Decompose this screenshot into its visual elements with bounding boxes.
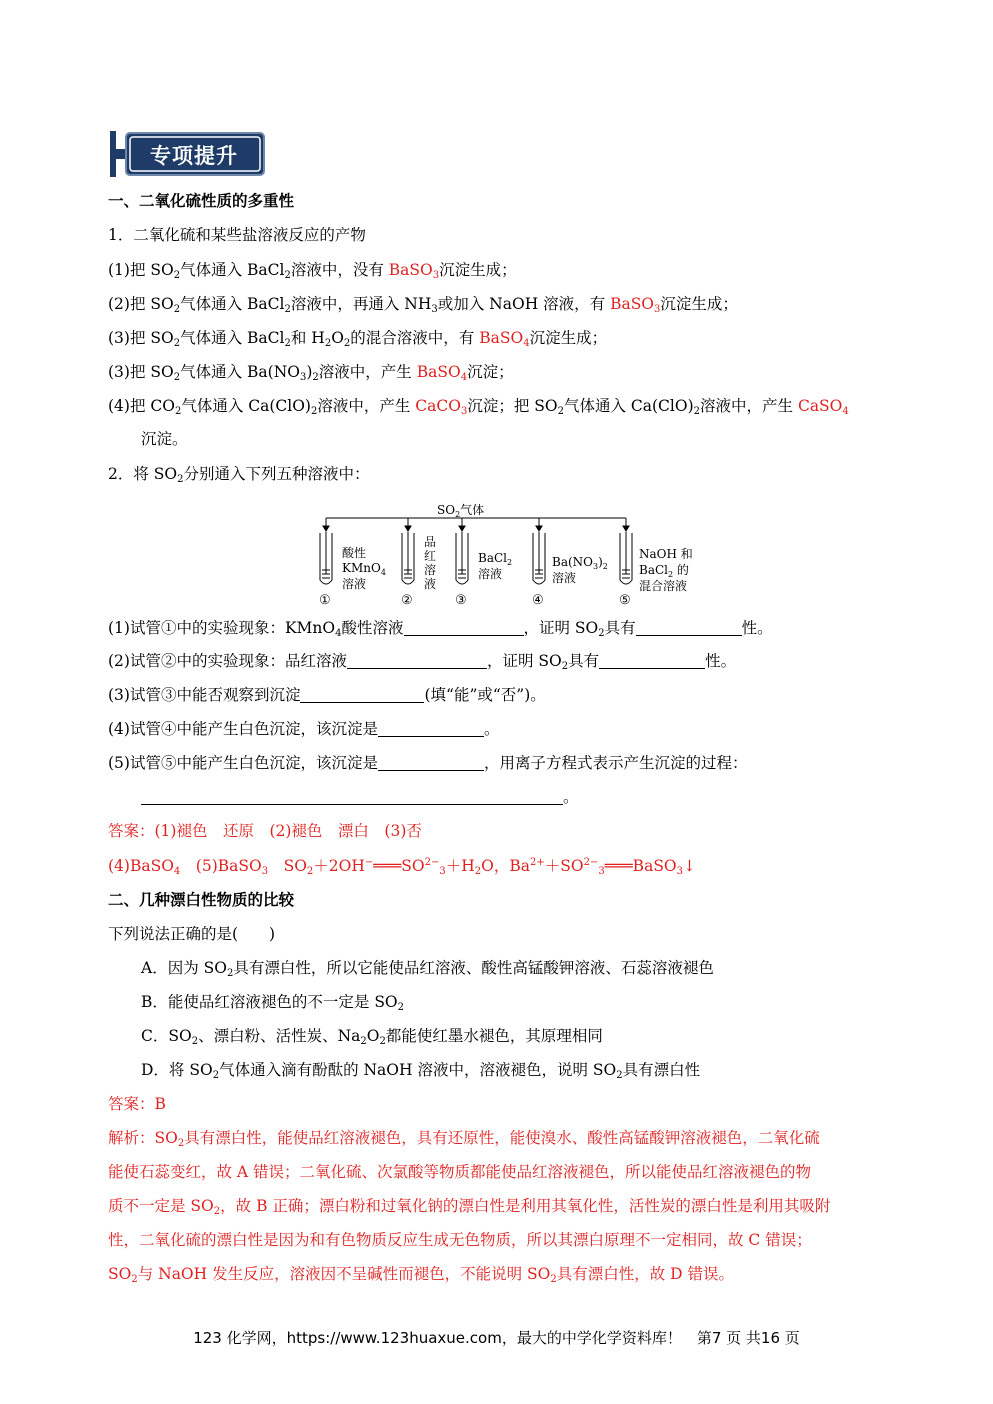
badge-title: 专项提升 (150, 144, 238, 168)
test-tube-2 (402, 532, 414, 584)
tube2-label-1: 品 (424, 535, 437, 549)
explanation-line-5: $SO_2$与 NaOH 发生反应，溶液因不呈碱性而褪色，不能说明 $SO_2$具有漂白性，故 D 错误。 (108, 1265, 735, 1285)
explanation-line-1: 解析：$SO_2$具有漂白性，能使品红溶液褪色，具有还原性，能使溴水、酸性高锰酸钾溶液褪色，二氧化硫 (108, 1129, 820, 1149)
fact-line-3: (3)把 $SO_2$气体通入 BaCl$_2$和 $H_2O_2$的混合溶液中，有 BaSO$_4$沉淀生成； (108, 329, 608, 349)
blank-5a[interactable] (378, 754, 484, 771)
tube2-label-3: 溶 (424, 563, 437, 577)
option-c[interactable]: C．$SO_2$、漂白粉、活性炭、$Na_2O_2$都能使红墨水褪色，其原理相同 (141, 1027, 603, 1047)
page-footer: 123 化学网，https://www.123huaxue.com，最大的中学化学资料库！ 第7 页 共16 页 (193, 1329, 800, 1347)
tube2-label-4: 液 (424, 577, 437, 591)
section1-heading: 一、二氧化硫性质的多重性 (108, 191, 295, 210)
fact-line-2: (2)把 $SO_2$气体通入 BaCl$_2$溶液中，再通入 $NH_3$或加入 NaOH 溶液，有 BaSO$_3$沉淀生成； (108, 295, 738, 315)
gas-manifold (323, 518, 629, 531)
fact-line-5-cont: 沉淀。 (141, 430, 188, 448)
tube3-label-solution: 溶液 (478, 567, 503, 581)
tube2-label-2: 红 (424, 549, 437, 563)
section2-heading: 二、几种漂白性物质的比较 (108, 890, 295, 909)
blank-1b[interactable] (636, 619, 742, 636)
test-tube-1 (320, 532, 332, 584)
fill-question-5: (5)试管⑤中能产生白色沉淀，该沉淀是 ，用离子方程式表示产生沉淀的过程： (108, 754, 748, 772)
tube5-label-2: BaCl$_2$ 的 (639, 563, 689, 579)
tube2-number: ② (401, 593, 413, 608)
tube1-label-solution: 溶液 (342, 577, 367, 591)
answer-2: 答案：B (108, 1095, 166, 1113)
question2-title: 2．将 $SO_2$分别通入下列五种溶液中： (108, 465, 370, 485)
test-tube-3 (456, 532, 468, 584)
fact-line-5: (4)把 $CO_2$气体通入 $Ca(ClO)_2$溶液中，产生 CaCO$_3$沉淀；把 $SO_2$气体通入 $Ca(ClO)_2$溶液中，产生 CaSO$_4$ (108, 397, 849, 417)
fill-question-1: (1)试管①中的实验现象：KMnO$_4$酸性溶液 ，证明 $SO_2$具有 性。 (108, 619, 773, 639)
fact-line-1: (1)把 $SO_2$气体通入 BaCl$_2$溶液中，没有 BaSO$_3$沉淀生成； (108, 261, 517, 281)
test-tube-5 (620, 532, 632, 584)
tube1-number: ① (319, 593, 331, 608)
tube1-label: 酸性 (342, 546, 367, 560)
blank-2b[interactable] (599, 652, 705, 669)
option-b[interactable]: B．能使品红溶液褪色的不一定是 $SO_2$ (141, 993, 405, 1013)
tube1-label-formula: KMnO$_4$ (342, 561, 386, 577)
fill-question-4: (4)试管④中能产生白色沉淀，该沉淀是 。 (108, 720, 500, 738)
blank-4[interactable] (378, 720, 484, 737)
question-stem: 下列说法正确的是( ) (108, 925, 276, 943)
answer-1-equation: (4)BaSO$_4$ (5)BaSO$_3$ $SO_2+2OH^-═══SO^{2-}_3+H_2O$，$Ba^{2+}+SO^{2-}_3═══BaSO_3↓$ (108, 857, 697, 877)
blank-5b[interactable] (141, 788, 563, 805)
tube5-label-3: 混合溶液 (639, 579, 688, 593)
tube5-label-1: NaOH 和 (639, 547, 693, 561)
tube4-label-solution: 溶液 (552, 571, 577, 585)
explanation-line-4: 性，二氧化硫的漂白性是因为和有色物质反应生成无色物质，所以其漂白原理不一定相同，故 C 错误； (108, 1231, 812, 1249)
question1-title: 1．二氧化硫和某些盐溶液反应的产物 (108, 226, 366, 244)
test-tube-diagram (314, 500, 694, 610)
tube3-number: ③ (455, 593, 467, 608)
section-badge (108, 131, 266, 177)
fill-question-2: (2)试管②中的实验现象：品红溶液 ，证明 $SO_2$具有 性。 (108, 652, 737, 672)
fact-line-4: (3)把 $SO_2$气体通入 $Ba(NO_3)_2$溶液中，产生 BaSO$_4$沉淀； (108, 363, 514, 383)
blank-2a[interactable] (347, 652, 487, 669)
tube3-label: BaCl$_2$ (478, 551, 513, 567)
option-d[interactable]: D．将 $SO_2$气体通入滴有酚酞的 NaOH 溶液中，溶液褪色，说明 $SO_2$具有漂白性 (141, 1061, 701, 1081)
option-a[interactable]: A．因为 $SO_2$具有漂白性，所以它能使品红溶液、酸性高锰酸钾溶液、石蕊溶液褪色 (141, 959, 714, 979)
explanation-line-2: 能使石蕊变红，故 A 错误；二氧化硫、次氯酸等物质都能使品红溶液褪色，所以能使品红溶液褪色的物 (108, 1163, 812, 1181)
tube4-label: $Ba(NO_3)_2$ (552, 555, 608, 571)
blank-1a[interactable] (404, 619, 524, 636)
tube4-number: ④ (532, 593, 544, 608)
test-tube-4 (533, 532, 545, 584)
blank-3[interactable] (300, 686, 424, 703)
fill-question-5-cont: 。 (141, 787, 993, 807)
answer-1: 答案：(1)褪色 还原 (2)褪色 漂白 (3)否 (108, 822, 422, 840)
tube5-number: ⑤ (619, 593, 631, 608)
gas-label: $SO_2$气体 (437, 503, 485, 519)
fill-question-3: (3)试管③中能否观察到沉淀 (填“能”或“否”)。 (108, 686, 546, 704)
explanation-line-3: 质不一定是 $SO_2$，故 B 正确；漂白粉和过氧化钠的漂白性是利用其氧化性，活性炭的漂白性是利用其吸附 (108, 1197, 831, 1217)
